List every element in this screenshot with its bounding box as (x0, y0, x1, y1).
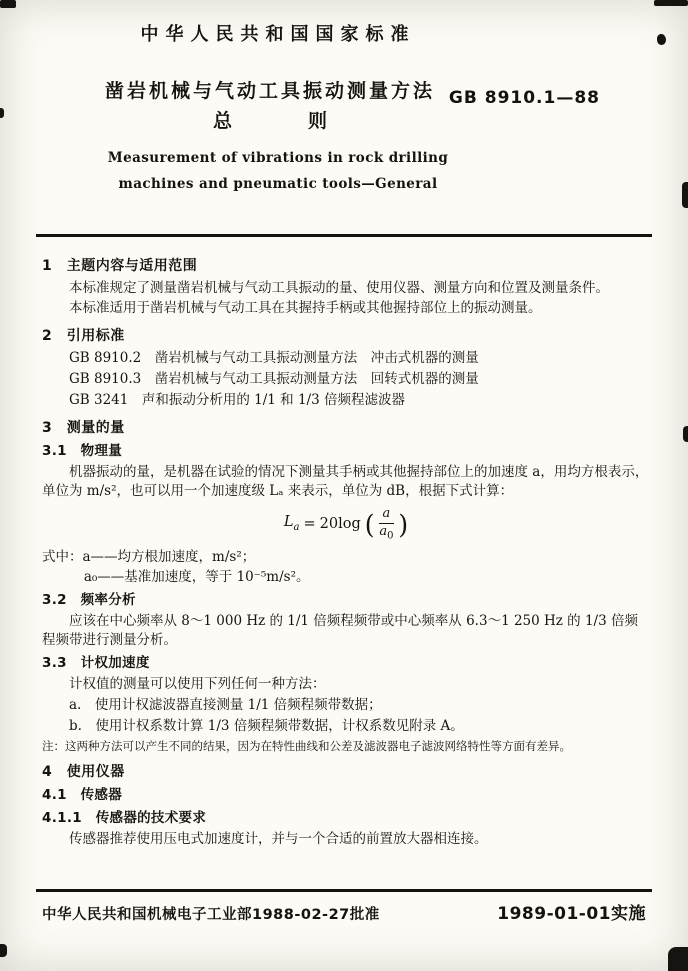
formula-equals: = (303, 516, 316, 533)
section-3-1-paragraph: 机器振动的量，是机器在试验的情况下测量其手柄或其他握持部位上的加速度 a，用均方根表示，单位为 m/s²，也可以用一个加速度级 Lₐ 来表示，单位为 dB，根据下式计算： (42, 464, 649, 499)
section-4-1-1-heading: 4.1.1 传感器的技术要求 (42, 810, 207, 827)
section-3-3-note: 注：这两种方法可以产生不同的结果，因为在特性曲线和公差及滤波器电子滤波网络特性等方面有差异。 (42, 739, 571, 754)
section-1-paragraph-2: 本标准适用于凿岩机械与气动工具在其握持手柄或其他握持部位上的振动测量。 (69, 300, 542, 316)
section-3-1-heading: 3.1 物理量 (42, 443, 123, 459)
section-3-2-paragraph: 应该在中心频率从 8～1 000 Hz 的 1/1 倍频程频带或中心频率从 6.3～1 250 Hz 的 1/3 倍频程频带进行测量分析。 (42, 613, 638, 649)
reference-item-3: GB 3241 声和振动分析用的 1/1 和 1/3 倍频程滤波器 (69, 392, 405, 408)
scan-artifact (668, 947, 688, 971)
formula-lhs: $L_a$ (283, 513, 300, 533)
formula-close-paren: ) (398, 509, 409, 540)
scan-artifact (682, 182, 688, 208)
section-1-heading: 1 主题内容与适用范围 (42, 258, 198, 274)
scan-artifact (0, 944, 7, 957)
section-1-paragraph-1: 本标准规定了测量凿岩机械与气动工具振动的量、使用仪器、测量方向和位置及测量条件。 (69, 280, 609, 296)
method-item-b: b. 使用计权系数计算 1/3 倍频程频带数据，计权系数见附录 A。 (69, 718, 464, 735)
document-title-en-line1: Measurement of vibrations in rock drilling (107, 150, 449, 166)
scan-artifact (654, 0, 688, 6)
scan-artifact (0, 0, 16, 8)
section-3-2-heading: 3.2 频率分析 (42, 592, 136, 609)
formula-acceleration-level (42, 507, 650, 542)
footer-divider (36, 889, 652, 892)
reference-item-2: GB 8910.3 凿岩机械与气动工具振动测量方法 回转式机器的测量 (69, 371, 479, 387)
formula-open-paren: ( (364, 509, 375, 540)
reference-item-1: GB 8910.2 凿岩机械与气动工具振动测量方法 冲击式机器的测量 (69, 350, 479, 366)
document-footer (42, 899, 646, 924)
standard-number: GB 8910.1—88 (448, 88, 600, 108)
section-3-3-heading: 3.3 计权加速度 (42, 655, 150, 672)
document-body (42, 248, 650, 850)
formula-denominator: $a_0$ (379, 523, 394, 542)
section-3-heading: 3 测量的量 (42, 420, 125, 436)
document-title-cn: 凿岩机械与气动工具振动测量方法 (104, 80, 435, 102)
section-4-1-heading: 4.1 传感器 (42, 787, 123, 804)
implementation-date: 1989-01-01实施 (497, 904, 646, 924)
document-subtitle-cn: 总 则 (212, 110, 327, 132)
header-divider (36, 234, 652, 237)
section-3-3-paragraph: 计权值的测量可以使用下列任何一种方法： (69, 676, 326, 693)
section-4-1-1-paragraph: 传感器推荐使用压电式加速度计，并与一个合适的前置放大器相连接。 (69, 831, 488, 848)
formula-coefficient: 20log (319, 516, 361, 533)
standard-category: 中华人民共和国国家标准 (140, 24, 416, 45)
method-item-a: a. 使用计权滤波器直接测量 1/1 倍频程频带数据； (69, 697, 382, 714)
formula-fraction: $\frac{a}{a_0}$ (379, 506, 394, 542)
approval-note: 中华人民共和国机械电子工业部1988-02-27批准 (42, 907, 380, 923)
scan-artifact (657, 34, 666, 45)
section-4-heading: 4 使用仪器 (42, 764, 125, 781)
formula-where-line-1: 式中：a——均方根加速度，m/s²； (42, 549, 256, 566)
formula-where-line-2: a₀——基准加速度，等于 10⁻⁵m/s²。 (83, 569, 310, 586)
document-title-en-line2: machines and pneumatic tools—General (118, 176, 438, 192)
section-2-heading: 2 引用标准 (42, 328, 125, 344)
scan-artifact (683, 426, 688, 442)
